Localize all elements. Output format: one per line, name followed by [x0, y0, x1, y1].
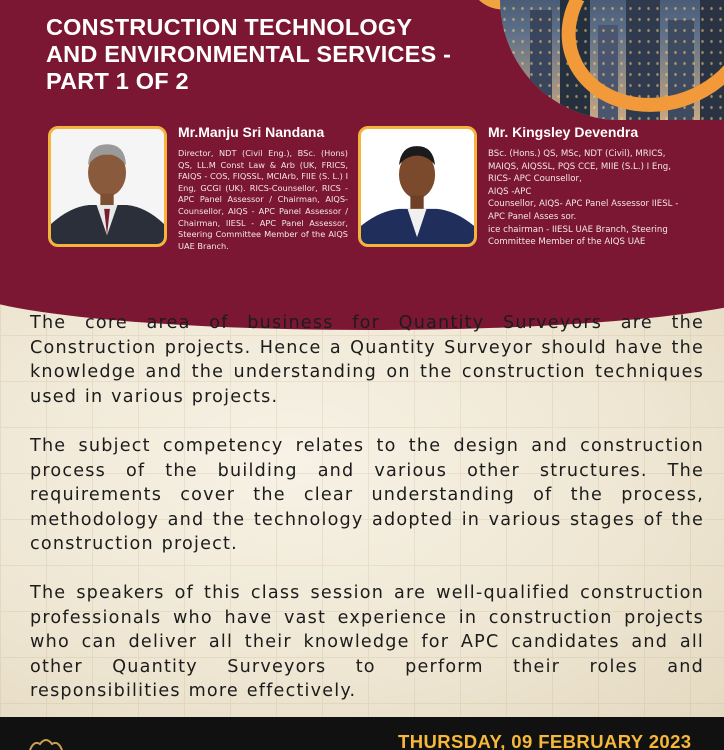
event-date: THURSDAY, 09 FEBRUARY 2023	[398, 731, 692, 750]
title-line: CONSTRUCTION TECHNOLOGY	[46, 14, 413, 40]
body-paragraph: The speakers of this class session are well-qualified construction professionals who have vast experience in construction projects who can deliver all their knowledge for APC candidates and all other Quantity Surveyors to perform their roles and responsibilities more effectively.	[30, 583, 704, 701]
bio-line: MAIQS, AIQSSL, PQS CCE, MIIE (S.L.) I Eng,	[488, 161, 671, 172]
bio-line: APC Panel Asses sor.	[488, 211, 577, 222]
speaker-portrait-icon	[361, 129, 474, 244]
bio-line: AIQS -APC	[488, 186, 532, 197]
body-paragraph: The subject competency relates to the design and construction process of the building and various other structures. The requirements cover the clear understanding of the process, methodology and the technology adopted in various stages of the construction project.	[30, 436, 704, 554]
speaker-portrait-icon	[51, 129, 164, 244]
speaker-photo	[358, 126, 477, 247]
page-title	[46, 14, 486, 95]
speaker-bio: Director, NDT (Civil Eng.), BSc. (Hons) QS, LL.M Const Law & Arb (UK, FRICS, FAIQS - COS, FIQSSL, MCIArb, FIIE (S. L.) I Eng, GCGI (UK). RICS-Counsellor, RICS - APC Panel Assessor / Chairman, AIQS-Counsellor, AIQS - APC Panel Assessor / Chairman, IIESL - APC Panel Assessor, Steering Committee Member of the AIQS UAE Branch.	[178, 148, 348, 251]
speaker-photo	[48, 126, 167, 247]
organization-logo-icon	[28, 736, 64, 750]
bio-line: Counsellor, AIQS- APC Panel Assessor IIESL -	[488, 199, 679, 210]
bio-line: ice chairman - IIESL UAE Branch, Steering	[488, 224, 668, 235]
title-line: AND ENVIRONMENTAL SERVICES -	[46, 41, 452, 67]
header-banner	[0, 0, 724, 296]
title-line: PART 1 OF 2	[46, 68, 189, 94]
speaker-bio	[488, 148, 708, 249]
bio-line: BSc. (Hons.) QS, MSc, NDT (Civil), MRICS,	[488, 149, 666, 159]
speaker-name: Mr. Kingsley Devendra	[488, 124, 639, 140]
bio-line: Committee Member of the AIQS UAE	[488, 237, 646, 248]
speaker-name: Mr.Manju Sri Nandana	[178, 124, 325, 140]
body-paragraph: The core area of business for Quantity Surveyors are the Construction projects. Hence a Quantity Surveyor should have the knowledge and the understanding on the construction techniques used in various projects.	[30, 313, 704, 407]
bio-line: RICS- APC Counsellor,	[488, 174, 582, 185]
